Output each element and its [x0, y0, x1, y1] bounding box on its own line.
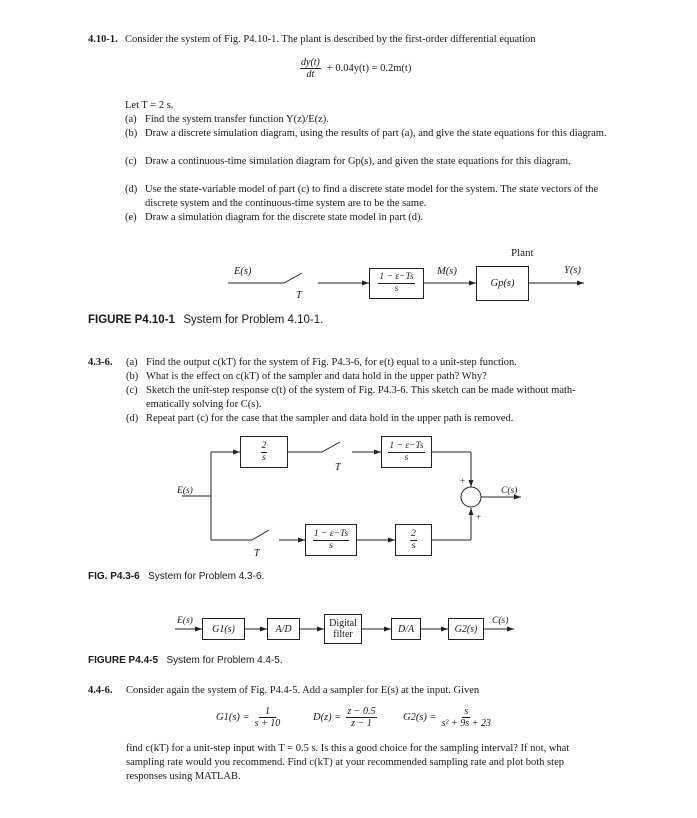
upper-gain-denominator: s [262, 452, 266, 463]
lower-gain-block [395, 524, 432, 556]
part-d [126, 412, 616, 426]
lower-zoh-numerator: 1 − ε−Ts [313, 528, 349, 539]
part-label: (a) [126, 357, 138, 368]
part-label: (c) [126, 385, 138, 396]
plant-block: Gp(s) [476, 266, 529, 301]
problem-body: find c(kT) for a unit-step input with T = 0.5 s. Is this a good choice for the sampling interval? If not, what sampling rate would you recommend. Find c(kT) at your recommended sampling rate and plot both step responses using MATLAB. [126, 743, 570, 782]
upper-zoh-numerator: 1 − ε−Ts [389, 440, 424, 451]
part-label: (c) [125, 156, 137, 167]
equation-rest: + 0.04y(t) = 0.2m(t) [326, 62, 412, 74]
lower-gain-numerator: 2 [411, 528, 416, 539]
lower-sampler-label: T [254, 548, 260, 559]
part-label: (b) [126, 371, 139, 382]
g1-numerator: 1 [259, 706, 276, 718]
upper-sampler-switch [322, 442, 340, 452]
da-block: D/A [391, 618, 421, 640]
part-label: (e) [125, 212, 137, 223]
summing-junction [461, 487, 481, 507]
d-equation [313, 706, 377, 729]
plus-bottom-sign: + [476, 512, 482, 522]
derivative-numerator: dy(t) [301, 57, 320, 68]
part-text: Draw a discrete simulation diagram, using the results of part (a), and give the state equations for this diagram. [145, 128, 607, 139]
part-text: Use the state-variable model of part (c) to find a discrete state model for the system. The state vectors of the discrete system and the continuous-time system are to be the same. [145, 184, 599, 209]
caption-text: System for Problem 4.4-5. [166, 655, 283, 666]
lower-zoh-block [305, 524, 357, 556]
part-a [126, 356, 616, 370]
caption-text: System for Problem 4.10-1. [183, 314, 324, 326]
output-label: Y(s) [564, 265, 581, 276]
part-text: Find the output c(kT) for the system of Fig. P4.3-6, for e(t) equal to a unit-step function. [146, 357, 517, 368]
input-label: E(s) [177, 616, 193, 626]
d-fraction [346, 706, 376, 729]
mid-signal-label: M(s) [437, 266, 457, 277]
g2-block: G2(s) [448, 618, 484, 640]
part-text: Repeat part (c) for the case that the sampler and data hold in the upper path is removed. [146, 413, 514, 424]
g1-fraction [255, 706, 281, 729]
figure-3-caption [88, 650, 283, 668]
part-text: Draw a simulation diagram for the discrete state model in part (d). [145, 212, 424, 223]
upper-zoh-denominator: s [404, 452, 409, 463]
lower-gain-fraction [410, 529, 417, 552]
plus-top-sign: + [460, 476, 466, 486]
d-lhs: D(z) = [313, 711, 342, 723]
sampler-switch [284, 273, 302, 283]
part-text: Find the system transfer function Y(z)/E(z). [145, 114, 329, 125]
part-text: What is the effect on c(kT) of the sampler and data hold in the upper path? Why? [146, 371, 487, 382]
g1-denominator: s + 10 [254, 718, 281, 729]
digital-filter-block: Digital filter [324, 614, 362, 644]
lower-zoh-fraction [313, 529, 349, 552]
part-label: (d) [126, 413, 139, 424]
upper-sampler-label: T [335, 462, 341, 473]
d-numerator: z − 0.5 [347, 706, 376, 717]
g1-block: G1(s) [202, 618, 245, 640]
problem-intro: Consider again the system of Fig. P4.4-5. Add a sampler for E(s) at the input. Given [126, 685, 480, 696]
zoh-denominator: s [394, 284, 399, 294]
upper-gain-numerator: 2 [261, 440, 267, 451]
part-text: Sketch the unit-step response c(t) of the system of Fig. P4.3-6. This sketch can be made without math-ematically solving for C(s). [146, 385, 576, 410]
upper-zoh-block [381, 436, 432, 468]
upper-gain-block [240, 436, 288, 468]
part-b [126, 370, 616, 384]
figure-2-caption [88, 566, 264, 584]
ad-block: A/D [267, 618, 300, 640]
sampler-label: T [296, 290, 302, 301]
part-label: (d) [125, 184, 138, 195]
g1-equation [216, 706, 280, 729]
problem-intro: Consider the system of Fig. P4.10-1. The plant is described by the first-order differential equation [125, 34, 536, 45]
part-label: (a) [125, 114, 137, 125]
g2-numerator: s [464, 706, 469, 717]
figure-1-caption [88, 310, 323, 328]
caption-text: System for Problem 4.3-6. [148, 571, 265, 582]
g2-fraction [442, 706, 491, 729]
g2-denominator: s² + 9s + 23 [441, 718, 491, 729]
derivative-denominator: dt [306, 69, 315, 80]
caption-label: FIG. P4.3-6 [88, 571, 140, 582]
part-text: Draw a continuous-time simulation diagram for Gp(s), and given the state equations for this diagram. [145, 156, 571, 167]
zoh-block [369, 268, 424, 299]
plant-label: Plant [511, 247, 534, 259]
problem-number: 4.4-6. [88, 685, 113, 696]
d-denominator: z − 1 [351, 718, 372, 729]
output-label: C(s) [492, 616, 509, 626]
g2-lhs: G2(s) = [403, 711, 437, 723]
upper-zoh-fraction [388, 441, 424, 464]
upper-gain-fraction [261, 441, 268, 464]
input-label: E(s) [177, 486, 193, 496]
part-label: (b) [125, 128, 138, 139]
problem-number: 4.3-6. [88, 357, 113, 368]
zoh-numerator: 1 − ε−Ts [379, 272, 414, 282]
part-c [126, 384, 616, 412]
lower-sampler-switch [252, 530, 269, 540]
input-label: E(s) [234, 266, 252, 277]
let-statement: Let T = 2 s. [125, 100, 174, 111]
g2-equation [403, 706, 491, 729]
caption-label: FIGURE P4.10-1 [88, 314, 175, 326]
caption-label: FIGURE P4.4-5 [88, 655, 159, 666]
g1-lhs: G1(s) = [216, 711, 250, 723]
zoh-fraction [378, 272, 414, 295]
lower-zoh-denominator: s [329, 540, 333, 551]
lower-gain-denominator: s [411, 540, 416, 551]
problem-number: 4.10-1. [88, 34, 118, 45]
output-label: C(s) [501, 486, 518, 496]
